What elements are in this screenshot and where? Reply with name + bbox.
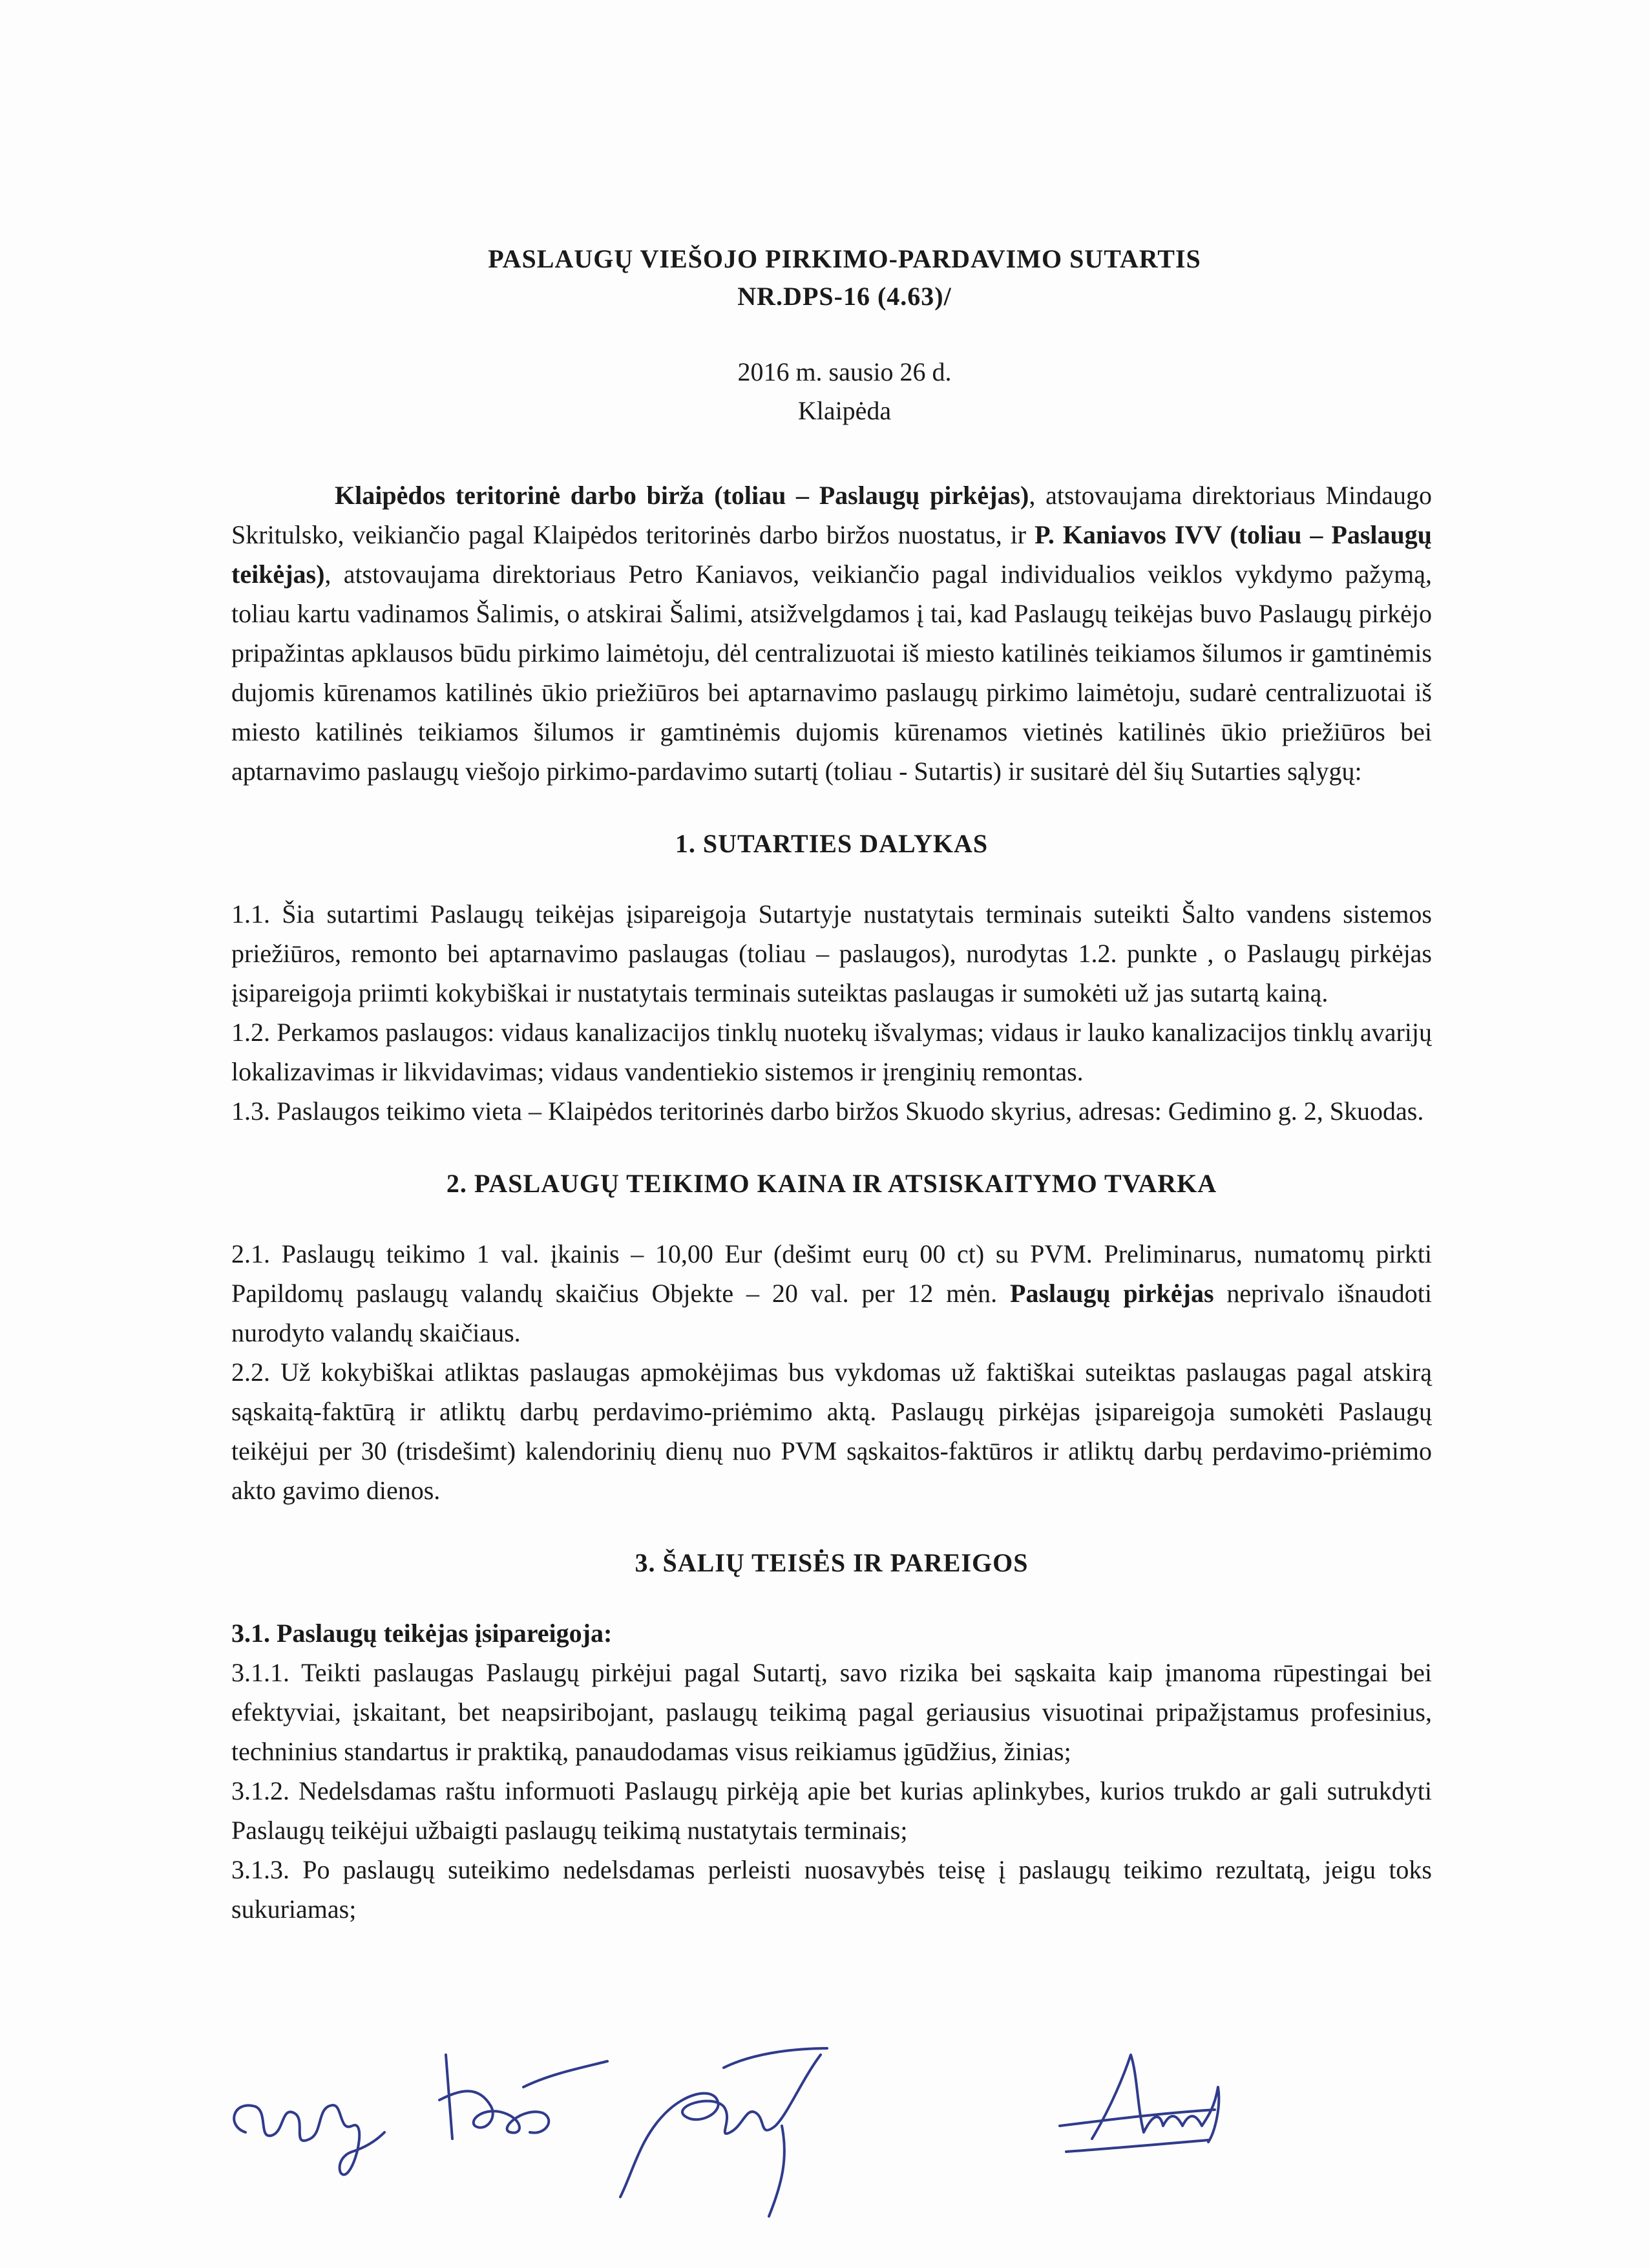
contract-date: 2016 m. sausio 26 d.: [737, 357, 952, 386]
signature-1: [234, 2105, 384, 2175]
clause-2-1: [231, 1234, 1432, 1352]
contract-place: Klaipėda: [797, 396, 892, 425]
provider-name: P. Kaniavos IVV (toliau – Paslaugų teikėjas): [231, 520, 1432, 589]
clause-1-3: 1.3. Paslaugos teikimo vieta – Klaipėdos teritorinės darbo biržos Skuodo skyrius, adresas: Gedimino g. 2, Skuodas.: [231, 1097, 1424, 1126]
document-content: [231, 240, 1432, 1929]
section-3-heading: 3. ŠALIŲ TEISĖS IR PAREIGOS: [635, 1548, 1029, 1577]
clause-3-1-2: 3.1.2. Nedelsdamas raštu informuoti Paslaugų pirkėją apie bet kurias aplinkybes, kurios trukdo ar gali sutrukdyti Paslaugų teikėjui užbaigti paslaugų teikimą nustatytais terminais;: [231, 1776, 1432, 1845]
signatures-graphic: [220, 2029, 1331, 2223]
intro-text-2: , atstovaujama direktoriaus Petro Kaniavos, veikiančio pagal individualios veiklos vykdymo pažymą, toliau kartu vadinamos Šalimis, o atskirai Šalimi, atsižvelgdamos į tai, kad Paslaugų teikėjas buvo Paslaugų pirkėjo pripažintas apklausos būdu pirkimo laimėtoju, dėl centralizuotai iš miesto katilinės teikiamos šilumos ir gamtinėmis dujomis kūrenamos katilinės ūkio priežiūros bei aptarnavimo paslaugų pirkimo laimėtoju, sudarė centralizuotai iš miesto katilinės teikiamos šilumos ir gamtinėmis dujomis kūrenamos vietinės katilinės ūkio priežiūros bei aptarnavimo paslaugų viešojo pirkimo-pardavimo sutartį (toliau - Sutartis) ir susitarė dėl šių Sutarties sąlygų:: [231, 560, 1432, 786]
signature-4: [1060, 2055, 1219, 2152]
signatures-area: [220, 2029, 1331, 2223]
title-line-2: NR.DPS-16 (4.63)/: [737, 282, 952, 311]
signature-2: [439, 2055, 607, 2139]
intro-paragraph: [231, 476, 1432, 791]
title-line-1: PASLAUGŲ VIEŠOJO PIRKIMO-PARDAVIMO SUTARTIS: [488, 244, 1201, 273]
intro-text-1: , atstovaujama direktoriaus Mindaugo Skritulsko, veikiančio pagal Klaipėdos teritorinės darbo biržos nuostatus, ir: [231, 481, 1432, 549]
buyer-name: Klaipėdos teritorinė darbo birža (toliau – Paslaugų pirkėjas): [335, 481, 1029, 510]
clause-2-2: 2.2. Už kokybiškai atliktas paslaugas apmokėjimas bus vykdomas už faktiškai suteiktas paslaugas pagal atskirą sąskaitą-faktūrą ir atliktų darbų perdavimo-priėmimo aktą. Paslaugų pirkėjas įsipareigoja sumokėti Paslaugų teikėjui per 30 (trisdešimt) kalendorinių dienų nuo PVM sąskaitos-faktūros ir atliktų darbų perdavimo-priėmimo akto gavimo dienos.: [231, 1358, 1432, 1505]
signature-3: [620, 2048, 827, 2216]
clause-3-1-heading: 3.1. Paslaugų teikėjas įsipareigoja:: [231, 1619, 613, 1648]
clause-3-1-3: 3.1.3. Po paslaugų suteikimo nedelsdamas perleisti nuosavybės teisę į paslaugų teikimo rezultatą, jeigu toks sukuriamas;: [231, 1855, 1432, 1924]
date-place-block: [257, 353, 1432, 430]
clause-3-1-1: 3.1.1. Teikti paslaugas Paslaugų pirkėjui pagal Sutartį, savo rizika bei sąskaita kaip įmanoma rūpestingai bei efektyviai, įskaitant, bet neapsiribojant, paslaugų teikimą pagal geriausius visuotinai pripažįstamus profesinius, techninius standartus ir praktiką, panaudodamas visus reikiamus įgūdžius, žinias;: [231, 1658, 1432, 1766]
document-title: [257, 240, 1432, 315]
section-1-heading: 1. SUTARTIES DALYKAS: [675, 829, 989, 858]
clause-2-1-text-a: 2.1. Paslaugų teikimo 1 val. įkainis – 10,00 Eur (dešimt eurų 00 ct) su PVM. Preliminarus, numatomų pirkti Papildomų paslaugų valandų skaičius Objekte – 20 val. per 12 mėn.: [231, 1239, 1432, 1308]
clause-2-1-bold: Paslaugų pirkėjas: [1010, 1279, 1214, 1308]
clause-1-2: 1.2. Perkamos paslaugos: vidaus kanalizacijos tinklų nuotekų išvalymas; vidaus ir lauko kanalizacijos tinklų avarijų lokalizavimas ir likvidavimas; vidaus vandentiekio sistemos ir įrenginių remontas.: [231, 1018, 1432, 1086]
section-2-heading: 2. PASLAUGŲ TEIKIMO KAINA IR ATSISKAITYMO TVARKA: [446, 1169, 1217, 1198]
clause-2-1-text-c: neprivalo išnaudoti nurodyto valandų skaičiaus.: [231, 1279, 1432, 1347]
clause-1-1: 1.1. Šia sutartimi Paslaugų teikėjas įsipareigoja Sutartyje nustatytais terminais suteikti Šalto vandens sistemos priežiūros, remonto bei aptarnavimo paslaugas (toliau – paslaugos), nurodytas 1.2. punkte , o Paslaugų pirkėjas įsipareigoja priimti kokybiškai ir nustatytais terminais suteiktas paslaugas ir sumokėti už jas sutartą kainą.: [231, 899, 1432, 1007]
